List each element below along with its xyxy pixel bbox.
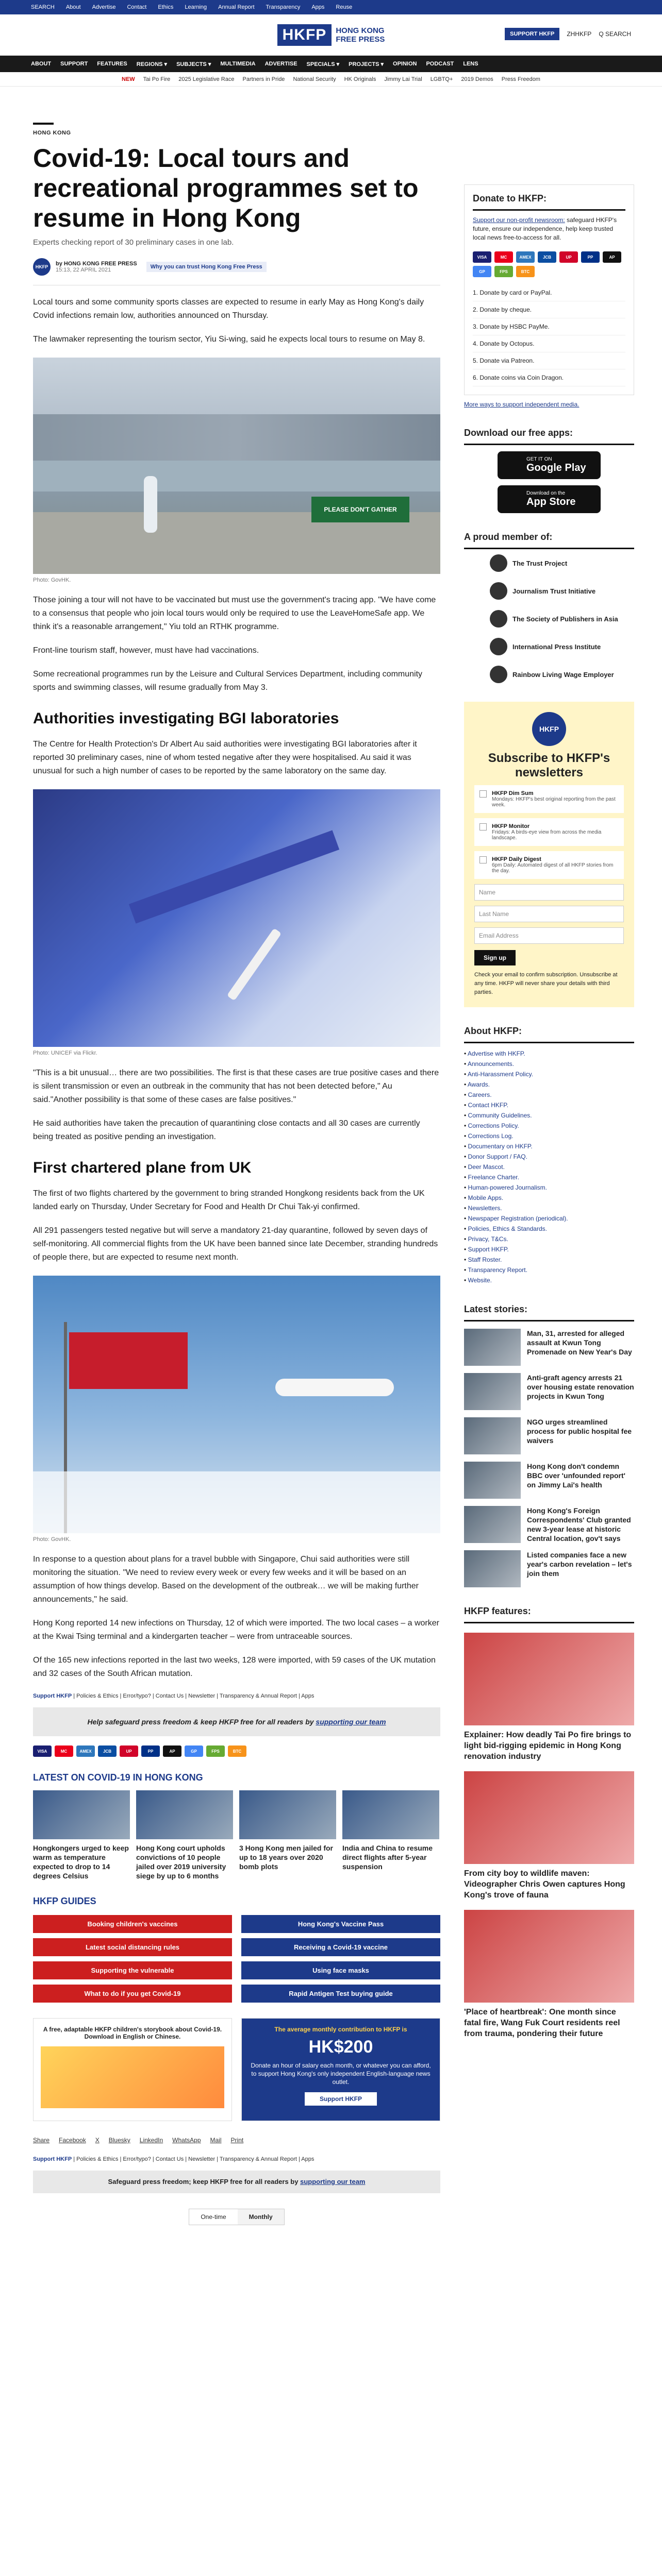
list-item[interactable] xyxy=(239,1790,336,1880)
story-thumbnail xyxy=(464,1417,521,1454)
policy-links[interactable]: | Policies & Ethics | Error/typo? | Contact Us | Newsletter | Transparency & Annual Report | Apps xyxy=(72,2156,315,2162)
member-title: A proud member of: xyxy=(464,527,634,549)
support-team-link[interactable]: supporting our team xyxy=(300,2178,366,2185)
site-logo[interactable] xyxy=(277,24,385,46)
trending-link[interactable]: 2025 Legislative Race xyxy=(178,76,235,82)
about-link[interactable]: • Corrections Policy. xyxy=(464,1121,634,1131)
share-linkedin-link[interactable]: LinkedIn xyxy=(139,2137,163,2144)
newsletter-option[interactable] xyxy=(474,785,624,813)
guide-button[interactable]: Hong Kong's Vaccine Pass xyxy=(241,1915,440,1933)
guide-button[interactable]: Receiving a Covid-19 vaccine xyxy=(241,1938,440,1956)
story-title[interactable]: Man, 31, arrested for alleged assault at Kwun Tong Promenade on New Year's Day xyxy=(527,1329,632,1356)
new-badge: NEW xyxy=(122,76,135,82)
feature-image xyxy=(464,1771,634,1864)
story-thumbnail xyxy=(464,1550,521,1587)
nav-item[interactable]: FEATURES xyxy=(97,61,127,67)
option-desc: Mondays: HKFP's best original reporting from the past week. xyxy=(492,796,616,808)
logo-mark: HKFP xyxy=(277,24,332,46)
about-link[interactable]: • Corrections Log. xyxy=(464,1131,634,1141)
story-title[interactable]: Hong Kong court upholds convictions of 10 people jailed over 2019 university siege by up to 6 months xyxy=(136,1844,226,1880)
guide-button[interactable]: What to do if you get Covid-19 xyxy=(33,1985,232,2003)
topbar-link[interactable]: About xyxy=(65,4,81,10)
feature-story[interactable] xyxy=(464,1910,634,2039)
option-text xyxy=(492,823,619,841)
search-link[interactable]: Q SEARCH xyxy=(599,30,631,38)
as-small: Download on the xyxy=(526,490,566,496)
paragraph: The first of two flights chartered by the government to bring stranded Hongkong residents back from the UK landed early on Thursday, Under Secretary for Food and Health Dr Chui Tak-yi confirmed. xyxy=(33,1189,425,1211)
nav-item[interactable]: ADVERTISE xyxy=(264,61,297,67)
payment-pp-icon: PP xyxy=(141,1745,160,1757)
payment-fps-icon: FPS xyxy=(206,1745,225,1757)
topbar-link[interactable]: Transparency xyxy=(266,4,301,10)
topbar-link[interactable]: Advertise xyxy=(92,4,116,10)
nav-item[interactable]: ABOUT xyxy=(31,61,52,67)
paragraph: Some recreational programmes run by the Leisure and Cultural Services Department, including community sports and swimming classes, will resume gradually from May 3. xyxy=(33,670,423,692)
features-title: HKFP features: xyxy=(464,1601,634,1623)
person-figure xyxy=(144,476,157,533)
plane-photo xyxy=(33,1276,440,1533)
newsletter-option[interactable] xyxy=(474,851,624,879)
about-title: About HKFP: xyxy=(464,1021,634,1043)
payment-gp-icon: GP xyxy=(473,266,491,277)
share-share-link[interactable]: Share xyxy=(33,2137,50,2144)
payment-btc-icon: BTC xyxy=(228,1745,246,1757)
story-thumbnail xyxy=(464,1329,521,1366)
story-thumbnail xyxy=(342,1790,439,1839)
article-category[interactable]: HONG KONG xyxy=(33,130,71,136)
storybook-text: A free, adaptable HKFP children's storybook about Covid-19. Download in English or Chinese. xyxy=(43,2026,222,2040)
about-list xyxy=(464,1048,634,1285)
payment-visa-icon: VISA xyxy=(33,1745,52,1757)
donate-text xyxy=(473,216,625,242)
more-ways-link[interactable] xyxy=(464,400,634,409)
trust-link[interactable]: Why you can trust Hong Kong Free Press xyxy=(146,262,267,272)
latest-story[interactable] xyxy=(464,1506,634,1543)
support-link[interactable]: Support HKFP xyxy=(33,2156,72,2162)
banner-sign: PLEASE DON'T GATHER xyxy=(311,497,409,522)
paragraph: "This is a bit unusual… there are two possibilities. The first is that these cases are true positive cases and there is silent transmission or even an outbreak in the community that has not been detected before," Au said."Another possibility is that some of these cases are false positives." xyxy=(33,1069,439,1104)
publish-date: 15:13, 22 APRIL 2021 xyxy=(56,267,111,273)
support-link[interactable]: Support HKFP xyxy=(33,1693,72,1699)
gp-small: GET IT ON xyxy=(526,456,552,462)
nonprofit-link[interactable]: Support our non-profit newsroom: xyxy=(473,216,565,224)
option-text xyxy=(492,790,619,808)
option-desc: Fridays: A birds-eye view from across the media landscape. xyxy=(492,829,602,841)
trending-link[interactable]: Jimmy Lai Trial xyxy=(384,76,422,82)
member-org[interactable] xyxy=(464,549,634,577)
feature-title[interactable]: From city boy to wildlife maven: Videographer Chris Owen captures Hong Kong's trove of fauna xyxy=(464,1869,625,1900)
paragraph: The lawmaker representing the tourism sector, Yiu Si-wing, said he expects local tours to resume on May 8. xyxy=(33,335,425,344)
photo-caption: Photo: UNICEF via Flickr. xyxy=(33,1050,97,1056)
member-name: Rainbow Living Wage Employer xyxy=(512,670,614,679)
member-org[interactable] xyxy=(464,605,634,633)
paragraph: The Centre for Health Protection's Dr Albert Au said authorities were investigating BGI laboratories after it reported 30 preliminary cases, nine of whom tested negative after they were hospitalised. Au said it was unusual for such a high number of cases to be reported by the same laboratory on the same day. xyxy=(33,740,417,775)
about-link[interactable]: • Staff Roster. xyxy=(464,1255,634,1265)
about-link[interactable]: • Privacy, T&Cs. xyxy=(464,1234,634,1244)
feature-story[interactable] xyxy=(464,1771,634,1901)
payment-up-icon: UP xyxy=(120,1745,138,1757)
story-title[interactable]: Anti-graft agency arrests 21 over housing estate renovation projects in Kwun Tong xyxy=(527,1374,634,1400)
skyline xyxy=(33,414,440,461)
help-safeguard-box xyxy=(33,1707,440,1736)
paragraph: Hong Kong reported 14 new infections on Thursday, 12 of which were imported. The two local cases – a worker at the Kwai Tsing terminal and a kindergarten teacher – were from untraceable sources. xyxy=(33,1619,439,1641)
latest-story[interactable] xyxy=(464,1417,634,1454)
story-thumbnail xyxy=(239,1790,336,1839)
payment-jcb-icon: JCB xyxy=(538,251,556,263)
about-link[interactable]: • Advertise with HKFP. xyxy=(464,1048,634,1059)
member-logo-icon xyxy=(490,638,507,655)
about-link[interactable]: • Transparency Report. xyxy=(464,1265,634,1275)
about-link[interactable]: • Anti-Harassment Policy. xyxy=(464,1069,634,1079)
about-link[interactable]: • Donor Support / FAQ. xyxy=(464,1151,634,1162)
story-title[interactable]: NGO urges streamlined process for public hospital fee waivers xyxy=(527,1418,632,1445)
member-logo-icon xyxy=(490,610,507,628)
donate-widget xyxy=(33,2209,440,2225)
nav-item[interactable]: LENS xyxy=(463,61,478,67)
nav-item[interactable]: REGIONS ▾ xyxy=(136,61,168,67)
payment-mc-icon: MC xyxy=(494,251,513,263)
story-thumbnail xyxy=(33,1790,130,1839)
app-store-button[interactable] xyxy=(498,485,601,513)
list-item[interactable] xyxy=(136,1790,233,1880)
latest-story[interactable] xyxy=(464,1329,634,1366)
donate-tabs xyxy=(189,2209,284,2225)
average-amount: HK$200 xyxy=(308,2037,373,2057)
support-links-bottom xyxy=(33,2156,440,2162)
paragraph: In response to a question about plans for a travel bubble with Singapore, Chui said authorities were still monitoring the situation. "We need to review every week or every few weeks and it will be based on an assumption of how things develop. Based on the development of the outbreak… we will be making further announcements," he said. xyxy=(33,1555,419,1604)
author-avatar: HKFP xyxy=(33,258,51,276)
article-main xyxy=(33,87,440,2225)
topbar-link[interactable]: Learning xyxy=(185,4,207,10)
nav-item[interactable]: SPECIALS ▾ xyxy=(306,61,340,67)
paragraph: Those joining a tour will not have to be vaccinated but must use the government's tracing app. "We have come to a consensus that people who join local tours would only be required to use the LeaveHomeSafe app. We think it's a reasonable arrangement," Yiu told an RTHK programme. xyxy=(33,596,436,631)
about-link[interactable]: • Announcements. xyxy=(464,1059,634,1069)
member-name: International Press Institute xyxy=(512,642,601,651)
donate-desc: safeguard HKFP's future, ensure our independence, help keep trusted local news free-to-access for all. xyxy=(473,216,617,241)
payment-up-icon: UP xyxy=(559,251,578,263)
option-name: HKFP Monitor xyxy=(492,823,530,829)
story-thumbnail xyxy=(464,1373,521,1410)
member-name: Journalism Trust Initiative xyxy=(512,587,596,595)
donate-tab[interactable]: One-time xyxy=(201,2213,226,2221)
feature-title[interactable]: Explainer: How deadly Tai Po fire brings to light bid-rigging epidemic in Hong Kong renovation industry xyxy=(464,1731,632,1761)
option-name: HKFP Dim Sum xyxy=(492,790,534,796)
story-title[interactable]: Hong Kong don't condemn BBC over 'unfounded report' on Jimmy Lai's health xyxy=(527,1462,625,1489)
trending-link[interactable]: HK Originals xyxy=(344,76,376,82)
member-logo-icon xyxy=(490,582,507,600)
newsletter-note: Check your email to confirm subscription. Unsubscribe at any time. HKFP will never share your details with third parties. xyxy=(474,972,618,995)
sidebar-payment-methods xyxy=(473,251,625,277)
topbar-link[interactable]: Reuse xyxy=(336,4,353,10)
latest-story[interactable] xyxy=(464,1550,634,1587)
option-name: HKFP Daily Digest xyxy=(492,856,541,862)
about-link[interactable]: • Newspaper Registration (periodical). xyxy=(464,1213,634,1224)
photo-caption: Photo: GovHK. xyxy=(33,577,71,583)
topbar-link[interactable]: Contact xyxy=(127,4,147,10)
latest-story[interactable] xyxy=(464,1373,634,1410)
about-link[interactable]: • Deer Mascot. xyxy=(464,1162,634,1172)
about-link[interactable]: • Awards. xyxy=(464,1079,634,1090)
harbour-photo xyxy=(33,358,440,574)
chinese-site-link[interactable]: ZHHKFP xyxy=(567,30,592,38)
donate-option[interactable]: 3. Donate by HSBC PayMe. xyxy=(473,318,625,335)
guide-button[interactable]: Rapid Antigen Test buying guide xyxy=(241,1985,440,2003)
checkbox[interactable] xyxy=(479,856,487,863)
newsletter-option[interactable] xyxy=(474,818,624,846)
sidebar xyxy=(464,87,634,2039)
payment-amex-icon: AMEX xyxy=(76,1745,95,1757)
flag xyxy=(69,1332,188,1389)
member-name: The Trust Project xyxy=(512,559,568,567)
more-ways-text: More ways to support independent media. xyxy=(464,401,580,408)
latest-covid-list xyxy=(33,1790,440,1880)
payment-amex-icon: AMEX xyxy=(516,251,535,263)
guide-button[interactable]: Booking children's vaccines xyxy=(33,1915,232,1933)
member-list xyxy=(464,549,634,688)
clouds xyxy=(33,1471,440,1533)
payment-gp-icon: GP xyxy=(185,1745,203,1757)
share-links xyxy=(33,2137,440,2144)
trending-link[interactable]: Tai Po Fire xyxy=(143,76,171,82)
glove xyxy=(129,830,339,923)
water xyxy=(33,461,440,492)
category-rule xyxy=(33,123,54,125)
newsletter-form xyxy=(474,884,624,944)
option-desc: 6pm Daily: Automated digest of all HKFP stories from the day. xyxy=(492,862,614,874)
donate-promo-text: Donate an hour of salary each month, or whatever you can afford, to support Hong Kong's only independent English-language news outlet. xyxy=(251,2062,431,2086)
storybook-image xyxy=(41,2046,224,2108)
payment-btc-icon: BTC xyxy=(516,266,535,277)
donate-promo[interactable] xyxy=(241,2018,440,2121)
about-link[interactable]: • Contact HKFP. xyxy=(464,1100,634,1110)
about-link[interactable]: • Freelance Charter. xyxy=(464,1172,634,1182)
donate-option[interactable]: 4. Donate by Octopus. xyxy=(473,335,625,352)
feature-image xyxy=(464,1633,634,1725)
latest-stories xyxy=(464,1329,634,1587)
share-bluesky-link[interactable]: Bluesky xyxy=(108,2137,130,2144)
about-link[interactable]: • Mobile Apps. xyxy=(464,1193,634,1203)
story-title[interactable]: Hongkongers urged to keep warm as temperature expected to drop to 14 degrees Celsius xyxy=(33,1844,129,1880)
guides-title: HKFP GUIDES xyxy=(33,1896,96,1906)
support-hkfp-button[interactable]: SUPPORT HKFP xyxy=(505,28,559,40)
newsletter-title: Subscribe to HKFP's newsletters xyxy=(488,751,610,779)
feature-image xyxy=(464,1910,634,2003)
section-heading: First chartered plane from UK xyxy=(33,1159,252,1176)
as-big: App Store xyxy=(526,496,576,507)
article-lead: Experts checking report of 30 preliminary cases in one lab. xyxy=(33,238,234,247)
option-text xyxy=(492,856,619,874)
newsletter-options xyxy=(474,785,624,879)
latest-stories-title: Latest stories: xyxy=(464,1299,634,1321)
member-org[interactable] xyxy=(464,660,634,688)
member-org[interactable] xyxy=(464,577,634,605)
trending-nav xyxy=(0,72,662,87)
nav-item[interactable]: OPINION xyxy=(393,61,417,67)
latest-story[interactable] xyxy=(464,1462,634,1499)
story-title[interactable]: Listed companies face a new year's carbon revelation – let's join them xyxy=(527,1551,632,1578)
payment-fps-icon: FPS xyxy=(494,266,513,277)
payment-mc-icon: MC xyxy=(55,1745,73,1757)
donate-option[interactable]: 1. Donate by card or PayPal. xyxy=(473,284,625,301)
airplane xyxy=(275,1379,394,1396)
paragraph: Front-line tourism staff, however, must have had vaccinations. xyxy=(33,646,259,655)
feature-title[interactable]: 'Place of heartbreak': One month since fatal fire, Wang Fuk Court residents reel from trauma, pondering their future xyxy=(464,2008,620,2038)
topbar-link[interactable]: Apps xyxy=(311,4,325,10)
share-facebook-link[interactable]: Facebook xyxy=(59,2137,86,2144)
lab-photo xyxy=(33,789,440,1047)
guide-button[interactable]: Latest social distancing rules xyxy=(33,1938,232,1956)
share-whatsapp-link[interactable]: WhatsApp xyxy=(172,2137,201,2144)
signup-button[interactable]: Sign up xyxy=(474,950,516,965)
top-utility-bar xyxy=(0,0,662,14)
about-link[interactable]: • Careers. xyxy=(464,1090,634,1100)
support-links xyxy=(33,1693,440,1699)
trending-link[interactable]: National Security xyxy=(293,76,336,82)
about-link[interactable]: • Newsletters. xyxy=(464,1203,634,1213)
paragraph: He said authorities have taken the precaution of quarantining close contacts and all 30 cases are currently being treated as positive pending an investigation. xyxy=(33,1119,420,1141)
section-heading: Authorities investigating BGI laboratories xyxy=(33,710,339,727)
checkbox[interactable] xyxy=(479,823,487,831)
nav-item[interactable]: MULTIMEDIA xyxy=(220,61,256,67)
donate-options xyxy=(473,284,625,386)
donate-tab[interactable]: Monthly xyxy=(238,2209,284,2225)
article-title: Covid-19: Local tours and recreational programmes set to resume in Hong Kong xyxy=(33,144,419,232)
main-nav xyxy=(0,56,662,72)
guide-button[interactable]: Supporting the vulnerable xyxy=(33,1961,232,1979)
safeguard-text: Safeguard press freedom; keep HKFP free for all readers by xyxy=(108,2178,301,2185)
payment-pp-icon: PP xyxy=(581,251,600,263)
guide-button[interactable]: Using face masks xyxy=(241,1961,440,1979)
paragraph: Local tours and some community sports classes are expected to resume in early May as Hong Kong's daily Covid infections remain low, authorities announced on Thursday. xyxy=(33,298,424,320)
about-link[interactable]: • Documentary on HKFP. xyxy=(464,1141,634,1151)
byline xyxy=(33,258,440,276)
share-mail-link[interactable]: Mail xyxy=(210,2137,222,2144)
payment-methods xyxy=(33,1745,440,1757)
share-x-link[interactable]: X xyxy=(95,2137,100,2144)
input-field[interactable]: Email Address xyxy=(474,927,624,944)
story-title[interactable]: 3 Hong Kong men jailed for up to 18 years over 2020 bomb plots xyxy=(239,1844,334,1871)
trending-link[interactable]: Partners in Pride xyxy=(242,76,285,82)
google-play-button[interactable] xyxy=(498,451,601,479)
trending-link[interactable]: 2019 Demos xyxy=(461,76,493,82)
guides-grid xyxy=(33,1915,440,2003)
paragraph: All 291 passengers tested negative but will serve a mandatory 21-day quarantine, followed by seven days of self-monitoring. All commercial flights from the UK have been banned since late December, stranding hundreds of people there, but are expected to resume next month. xyxy=(33,1226,438,1262)
payment-ap-icon: AP xyxy=(603,251,621,263)
checkbox[interactable] xyxy=(479,790,487,798)
gp-big: Google Play xyxy=(526,462,586,473)
member-name: The Society of Publishers in Asia xyxy=(512,615,618,623)
test-tube xyxy=(227,928,282,1001)
about-link[interactable]: • Policies, Ethics & Standards. xyxy=(464,1224,634,1234)
topbar-link[interactable]: SEARCH xyxy=(31,4,55,10)
newsletter-logo: HKFP xyxy=(532,712,566,746)
payment-ap-icon: AP xyxy=(163,1745,181,1757)
member-logo-icon xyxy=(490,666,507,683)
average-contribution-text: The average monthly contribution to HKFP is xyxy=(274,2026,407,2033)
help-text: Help safeguard press freedom & keep HKFP free for all readers by xyxy=(87,1718,316,1726)
features-list xyxy=(464,1633,634,2039)
feature-story[interactable] xyxy=(464,1633,634,1762)
list-item[interactable] xyxy=(342,1790,439,1880)
trending-link[interactable]: Press Freedom xyxy=(501,76,540,82)
payment-visa-icon: VISA xyxy=(473,251,491,263)
donate-option[interactable]: 5. Donate via Patreon. xyxy=(473,352,625,369)
payment-jcb-icon: JCB xyxy=(98,1745,117,1757)
site-header xyxy=(0,14,662,56)
nav-item[interactable]: SUBJECTS ▾ xyxy=(176,61,211,67)
paragraph: Of the 165 new infections reported in the last two weeks, 128 were imported, with 59 cases of the UK mutation and 32 cases of the South African mutation. xyxy=(33,1656,436,1678)
logo-text-line1: HONG KONG xyxy=(336,26,385,35)
photo-caption: Photo: GovHK. xyxy=(33,1536,71,1543)
story-thumbnail xyxy=(464,1506,521,1543)
donate-option[interactable]: 6. Donate coins via Coin Dragon. xyxy=(473,369,625,386)
about-link[interactable]: • Community Guidelines. xyxy=(464,1110,634,1121)
story-title[interactable]: India and China to resume direct flights after 5-year suspension xyxy=(342,1844,433,1871)
nav-item[interactable]: PODCAST xyxy=(426,61,454,67)
member-org[interactable] xyxy=(464,633,634,660)
input-field[interactable]: Last Name xyxy=(474,906,624,922)
member-logo-icon xyxy=(490,554,507,572)
list-item[interactable] xyxy=(33,1790,130,1880)
about-link[interactable]: • Human-powered Journalism. xyxy=(464,1182,634,1193)
storybook-promo[interactable] xyxy=(33,2018,232,2121)
latest-covid-title: LATEST ON COVID-19 IN HONG KONG xyxy=(33,1772,203,1783)
author-name[interactable]: by HONG KONG FREE PRESS xyxy=(56,261,137,267)
promo-support-button[interactable]: Support HKFP xyxy=(305,2092,377,2106)
apps-title: Download our free apps: xyxy=(464,422,634,445)
donate-title: Donate to HKFP: xyxy=(473,193,625,211)
topbar-link[interactable]: Ethics xyxy=(158,4,174,10)
story-thumbnail xyxy=(136,1790,233,1839)
topbar-link[interactable]: Annual Report xyxy=(218,4,255,10)
share-print-link[interactable]: Print xyxy=(230,2137,244,2144)
nav-item[interactable]: PROJECTS ▾ xyxy=(349,61,384,67)
story-thumbnail xyxy=(464,1462,521,1499)
input-field[interactable]: Name xyxy=(474,884,624,901)
trending-link[interactable]: LGBTQ+ xyxy=(430,76,453,82)
safeguard-box xyxy=(33,2171,440,2193)
newsletter-box xyxy=(464,702,634,1007)
about-link[interactable]: • Website. xyxy=(464,1275,634,1285)
support-team-link[interactable]: supporting our team xyxy=(316,1718,386,1726)
nav-item[interactable]: SUPPORT xyxy=(60,61,88,67)
policy-links[interactable]: | Policies & Ethics | Error/typo? | Contact Us | Newsletter | Transparency & Annual Report | Apps xyxy=(72,1693,315,1699)
promo-row xyxy=(33,2018,440,2121)
donate-box xyxy=(464,184,634,395)
about-link[interactable]: • Support HKFP. xyxy=(464,1244,634,1255)
story-title[interactable]: Hong Kong's Foreign Correspondents' Club granted new 3-year lease at historic Central location, gov't says xyxy=(527,1506,631,1543)
logo-text-line2: FREE PRESS xyxy=(336,35,385,44)
donate-option[interactable]: 2. Donate by cheque. xyxy=(473,301,625,318)
